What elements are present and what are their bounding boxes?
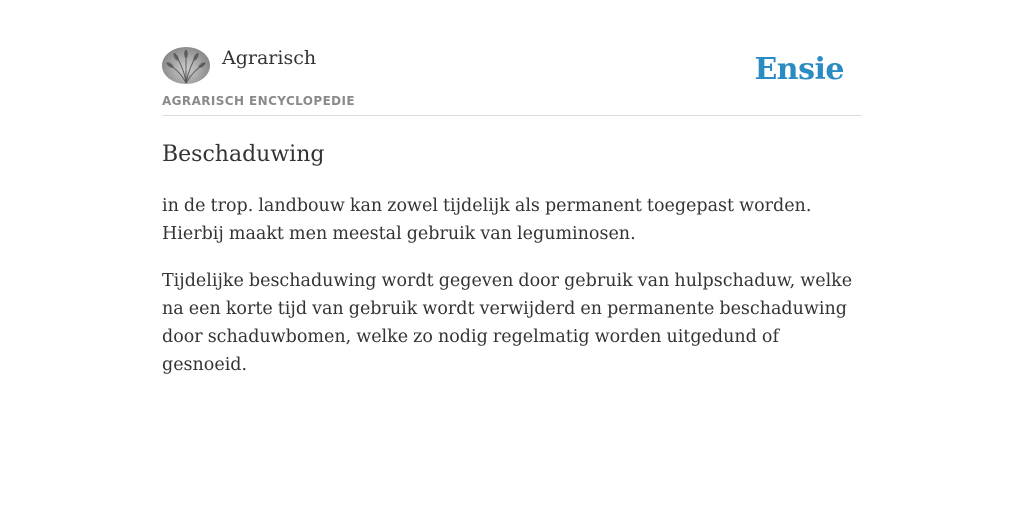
ensie-logo-link[interactable]: Ensie: [754, 52, 844, 87]
site-name[interactable]: Agrarisch: [222, 47, 317, 69]
site-subtitle: AGRARISCH ENCYCLOPEDIE: [162, 94, 355, 108]
header: [162, 0, 862, 116]
article-title: Beschaduwing: [162, 142, 325, 167]
wheat-icon[interactable]: [162, 47, 210, 84]
article-paragraph: in de trop. landbouw kan zowel tijdelijk als permanent toegepast worden. Hierbij maakt men meestal gebruik van leguminosen.: [162, 196, 812, 244]
page: [162, 0, 862, 379]
article-paragraph: Tijdelijke beschaduwing wordt gegeven door gebruik van hulpschaduw, welke na een korte tijd van gebruik wordt verwijderd en permanente beschaduwing door schaduwbomen, welke zo nodig regelmatig worden uitgedund of gesnoeid.: [162, 271, 853, 375]
